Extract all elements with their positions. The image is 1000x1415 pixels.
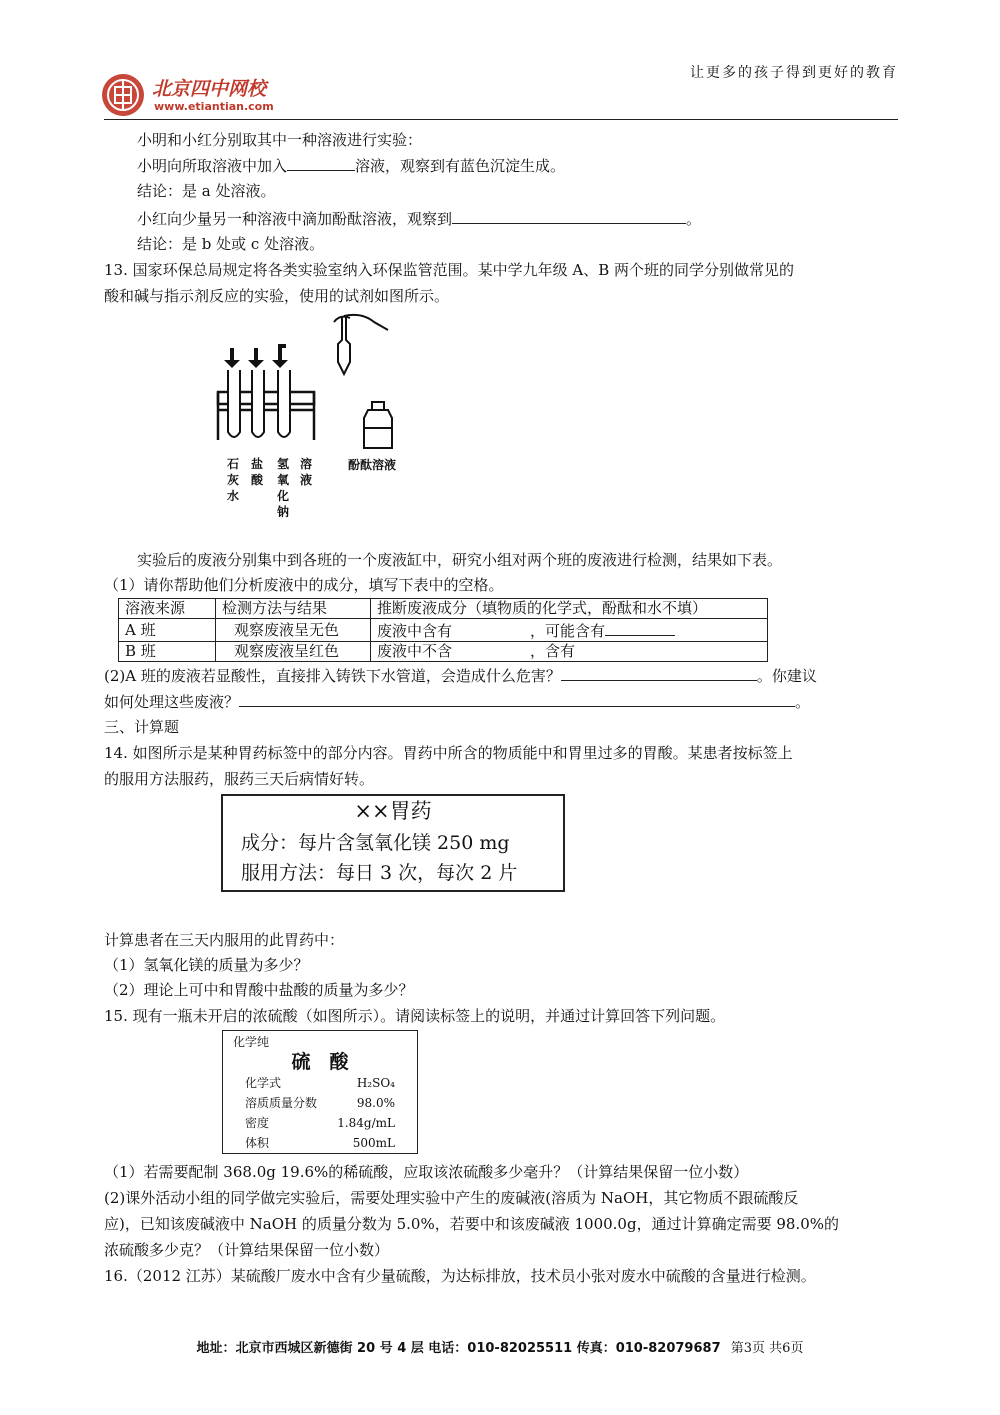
q13-part2-2b: 。 [795,693,811,711]
table-cell-source: A 班 [119,619,216,642]
q15-p2-3: 浓硫酸多少克？（计算结果保留一位小数） [104,1241,390,1259]
footer-page: 第3页 共6页 [730,1341,804,1356]
acid-label-row [245,1093,395,1113]
q15-p2-1: (2)课外活动小组的同学做完实验后，需要处理实验中产生的废碱液(溶质为 NaOH，其它物质不跟硫酸反 [104,1189,799,1207]
q12-line4-a: 小红向少量另一种溶液中滴加酚酞溶液，观察到 [137,210,453,228]
logo-url: www.etiantian.com [154,100,274,113]
q13-part2-1b: 。你建议 [756,667,817,685]
q14-stem-2: 的服用方法服药，服药三天后病情好转。 [104,770,375,788]
table-cell-infer [371,619,768,642]
acid-label-row [245,1113,395,1133]
answer-blank[interactable] [287,154,355,171]
medicine-label-line2: 服用方法：每日 3 次，每次 2 片 [241,862,518,884]
tube-label-1: 石灰水 [227,457,240,503]
acid-label-value: 500mL [352,1136,395,1150]
medicine-label [221,794,565,892]
q15-p1: （1）若需要配制 368.0g 19.6%的稀硫酸，应取该浓硫酸多少毫升？（计算结果保留一位小数） [104,1163,749,1181]
acid-label-row [245,1133,395,1153]
acid-label-key: 化学式 [245,1076,282,1090]
section-title: 三、计算题 [104,718,180,736]
table-row [119,619,768,642]
q12-line2-a: 小明向所取溶液中加入 [137,157,288,175]
infer-text-b: ，可能含有 [530,622,606,640]
acid-label-value: H₂SO₄ [356,1076,395,1090]
tube-label-4: 溶液 [300,457,313,487]
q13-after-2: （1）请你帮助他们分析废液中的成分，填写下表中的空格。 [104,576,504,594]
q12-line4 [137,207,701,230]
q12-line5: 结论：是 b 处或 c 处溶液。 [137,235,325,253]
medicine-label-line1: 成分：每片含氢氧化镁 250 mg [241,832,510,854]
acid-label-rows [245,1073,395,1153]
infer-text-a: 废液中不含 [377,642,453,660]
school-emblem-icon [100,72,146,118]
infer-text-b: ，含有 [530,642,576,660]
table-header: 推断废液成分（填物质的化学式，酚酞和水不填） [371,599,768,619]
table-header: 溶液来源 [119,599,216,619]
medicine-label-title: ××胃药 [354,799,432,823]
q12-line2-b: 溶液，观察到有蓝色沉淀生成。 [355,157,566,175]
table-header: 检测方法与结果 [216,599,371,619]
waste-table [118,598,768,662]
q14-ask: 计算患者在三天内服用的此胃药中： [104,931,345,949]
q16-stem: 16.（2012 江苏）某硫酸厂废水中含有少量硫酸，为达标排放，技术员小张对废水中硫酸的含量进行检测。 [104,1267,816,1285]
q12-line3: 结论：是 a 处溶液。 [137,182,276,200]
table-row [119,642,768,662]
header-rule [104,119,898,120]
table-cell-source: B 班 [119,642,216,662]
q15-stem: 15. 现有一瓶未开启的浓硫酸（如图所示）。请阅读标签上的说明，并通过计算回答下列问题。 [104,1007,726,1025]
acid-label-key: 密度 [245,1116,270,1130]
q13-part2-1-text: (2)A 班的废液若显酸性，直接排入铸铁下水管道，会造成什么危害？ [104,667,561,685]
q13-stem-1: 13. 国家环保总局规定将各类实验室纳入环保监管范围。某中学九年级 A、B 两个班的同学分别做常见的 [104,261,795,279]
q13-after-1: 实验后的废液分别集中到各班的一个废液缸中，研究小组对两个班的废液进行检测，结果如下表。 [137,551,783,569]
tube-label-3: 氢氧化钠 [277,457,290,519]
logo-name: 北京四中网校 [152,78,267,100]
bottle-label: 酚酞溶液 [348,458,397,472]
acid-label-row [245,1073,395,1093]
answer-blank[interactable] [605,619,675,636]
acid-label-value: 98.0% [356,1096,395,1110]
table-header-row [119,599,768,619]
test-tubes-figure [212,310,422,460]
q12-line1: 小明和小红分别取其中一种溶液进行实验： [137,131,423,149]
acid-label-name: 硫 酸 [291,1051,349,1073]
q13-part2-2-text: 如何处理这些废液？ [104,693,240,711]
answer-blank[interactable] [452,207,686,224]
answer-blank[interactable] [239,690,795,707]
acid-label-key: 体积 [245,1136,270,1150]
logo [100,72,300,118]
q15-p2-2: 应)，已知该废碱液中 NaOH 的质量分数为 5.0%，若要中和该废碱液 1000.0g，通过计算确定需要 98.0%的 [104,1215,839,1233]
acid-label [222,1030,418,1154]
q13-part2-2 [104,690,810,713]
table-cell-infer [371,642,768,662]
q14-stem-1: 14. 如图所示是某种胃药标签中的部分内容。胃药中所含的物质能中和胃里过多的胃酸。某患者按标签上 [104,744,793,762]
infer-text-a: 废液中含有 [377,622,453,640]
reagent-figure [212,310,422,525]
q13-part2-1 [104,664,817,687]
q14-p2: （2）理论上可中和胃酸中盐酸的质量为多少？ [104,981,414,999]
acid-label-key: 溶质质量分数 [245,1096,318,1110]
answer-blank[interactable] [561,664,757,681]
footer-address: 地址：北京市西城区新德街 20 号 4 层 电话：010-82025511 传真：010-82079687 [196,1341,721,1356]
table-cell-method: 观察废液呈无色 [216,619,371,642]
q12-line4-b: 。 [686,210,702,228]
header-slogan: 让更多的孩子得到更好的教育 [690,65,898,81]
footer [0,1337,1000,1356]
acid-label-value: 1.84g/mL [337,1116,395,1130]
table-cell-method: 观察废液呈红色 [216,642,371,662]
q13-stem-2: 酸和碱与指示剂反应的实验，使用的试剂如图所示。 [104,287,450,305]
tube-label-2: 盐酸 [251,457,264,487]
q14-p1: （1）氢氧化镁的质量为多少？ [104,956,309,974]
acid-label-grade: 化学纯 [233,1035,270,1049]
q12-line2 [137,154,565,177]
